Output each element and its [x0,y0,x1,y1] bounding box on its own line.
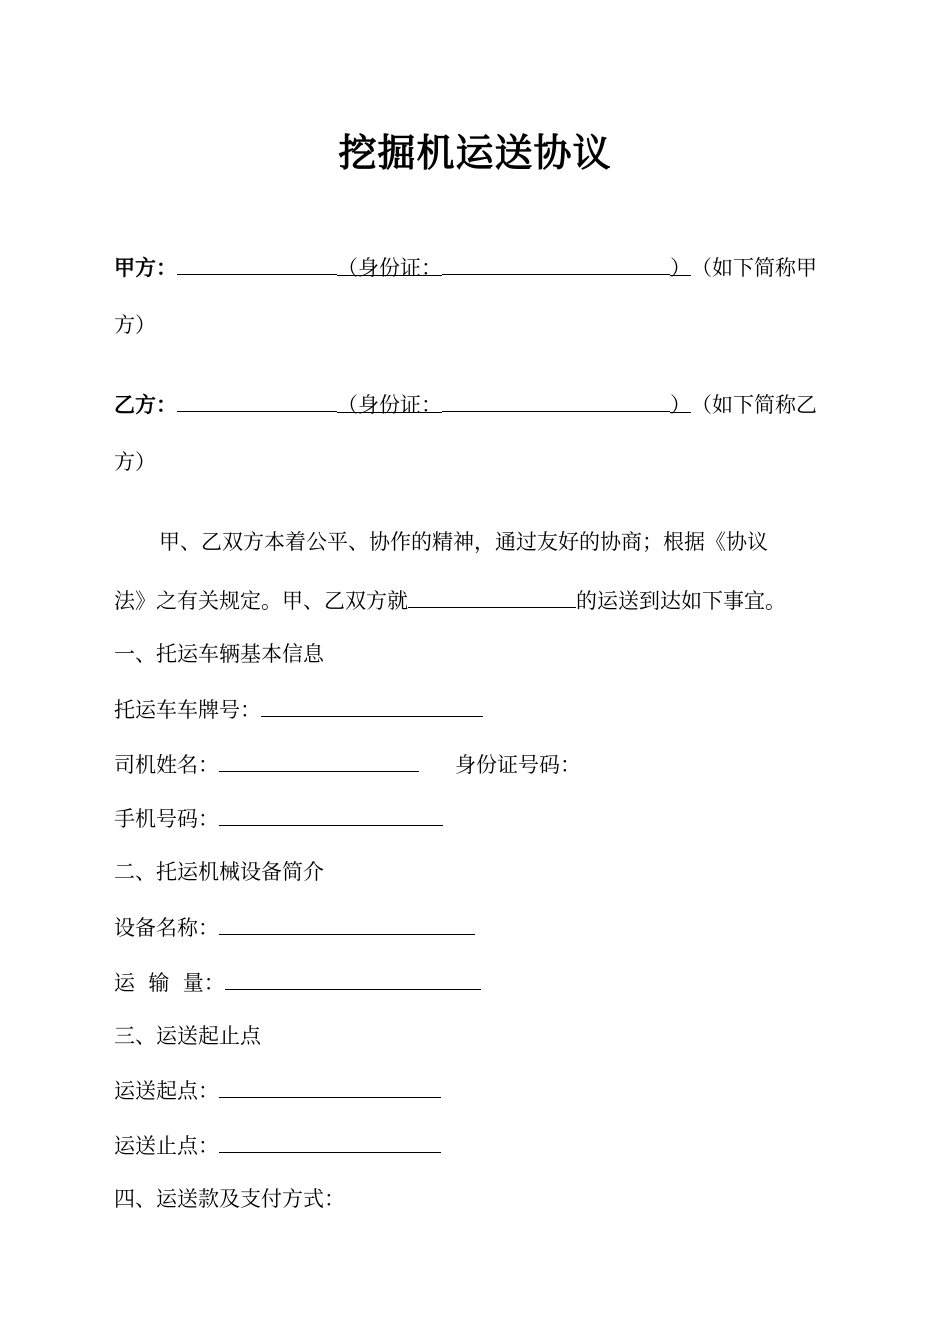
device-name-blank[interactable] [219,912,475,935]
party-a-id-blank[interactable] [442,252,670,275]
party-b-name-blank[interactable] [177,389,337,412]
start-label: 运送起点： [114,1079,219,1103]
intro-line-2-end: 的运送到达如下事宜。 [576,589,786,613]
phone-label: 手机号码： [114,807,219,831]
party-a-label: 甲方： [114,255,177,280]
section-1-heading: 一、托运车辆基本信息 [114,642,324,666]
intro-line-1: 甲、乙双方本着公平、协作的精神，通过友好的协商；根据《协议 [159,530,768,554]
start-line [114,1075,441,1106]
device-name-line [114,912,475,943]
subject-blank[interactable] [408,585,576,608]
party-a-close: ） [670,253,691,276]
intro-line-2 [114,585,786,616]
driver-line [114,749,581,780]
party-a-line [114,252,817,283]
section-2-heading: 二、托运机械设备简介 [114,860,324,884]
driver-blank[interactable] [219,749,419,772]
phone-blank[interactable] [219,803,443,826]
end-blank[interactable] [219,1130,441,1153]
section-3-heading: 三、运送起止点 [114,1024,261,1048]
party-b-id-text: （身份证： [337,390,442,413]
section-4-heading: 四、运送款及支付方式： [114,1187,345,1211]
party-b-close: ） [670,390,691,413]
phone-line [114,803,443,834]
volume-label: 运 输 量： [114,971,225,995]
end-line [114,1130,441,1161]
party-b-alias: （如下简称乙 [691,393,817,417]
volume-line [114,967,481,998]
document-title: 挖掘机运送协议 [338,130,612,175]
party-a-alias: （如下简称甲 [691,256,817,280]
device-name-label: 设备名称： [114,916,219,940]
intro-line-2-start: 法》之有关规定。甲、乙双方就 [114,589,408,613]
end-label: 运送止点： [114,1134,219,1158]
plate-line [114,694,483,725]
party-b-line [114,389,817,420]
party-a-name-blank[interactable] [177,252,337,275]
party-a-alias-cont: 方） [114,313,156,337]
plate-blank[interactable] [261,694,483,717]
driver-label: 司机姓名： [114,753,219,777]
party-a-id-text: （身份证： [337,253,442,276]
volume-blank[interactable] [225,967,481,990]
plate-label: 托运车车牌号： [114,698,261,722]
party-b-id-blank[interactable] [442,389,670,412]
start-blank[interactable] [219,1075,441,1098]
party-b-label: 乙方： [114,392,177,417]
driver-id-label: 身份证号码： [455,753,581,777]
party-b-alias-cont: 方） [114,450,156,474]
